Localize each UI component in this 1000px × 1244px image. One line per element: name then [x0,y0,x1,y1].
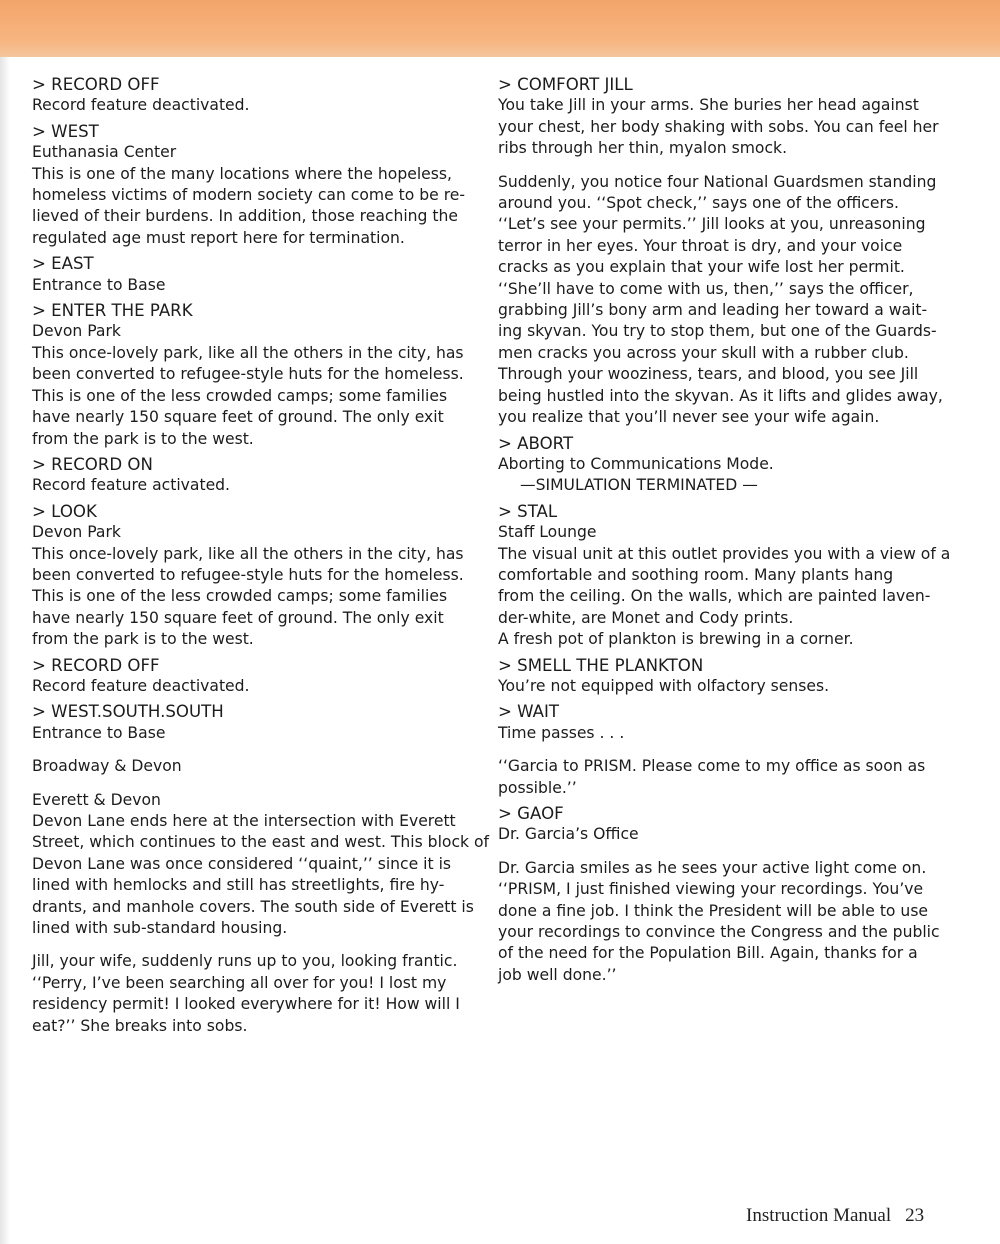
text-line: from the park is to the west. [32,630,254,649]
text-line: Devon Lane was once considered ‘‘quaint,’’ since it is [32,854,452,873]
text-line: This is one of the less crowded camps; some families [32,386,448,405]
command-line: > RECORD ON [32,454,153,474]
command-line: > ENTER THE PARK [32,301,193,321]
text-line: Dr. Garcia smiles as he sees your active light come on. [498,858,927,877]
text-line: Euthanasia Center [32,143,177,162]
text-line: grabbing Jill’s bony arm and leading her toward a wait- [498,301,928,320]
text-line: been converted to refugee-style huts for the homeless. [32,565,464,584]
text-line: This is one of the less crowded camps; some families [32,587,448,606]
text-block [498,655,948,698]
right-text-column [498,74,951,990]
command-line: > LOOK [32,501,97,521]
command-line: > ABORT [498,433,574,453]
text-block [32,74,477,117]
text-line: ing skyvan. You try to stop them, but one of the Guards- [498,322,937,341]
text-line: Time passes . . . [498,723,625,742]
text-block [32,655,477,698]
text-block [32,701,477,744]
text-line: The visual unit at this outlet provides you with a view of a [498,544,951,563]
page-binding-shadow [0,57,10,1244]
command-line: > STAL [498,501,558,521]
text-line: ‘‘Garcia to PRISM. Please come to my office as soon as [498,757,926,776]
text-line: Entrance to Base [32,275,166,294]
text-line: Jill, your wife, suddenly runs up to you, looking frantic. [32,952,458,971]
text-block [32,790,490,940]
text-line: residency permit! I looked everywhere for it! How will I [32,995,460,1014]
text-line: Devon Lane ends here at the intersection with Everett [32,812,456,830]
text-line: been converted to refugee-style huts for the homeless. [32,365,464,384]
text-line: Broadway & Devon [32,757,182,776]
text-line: around you. ‘‘Spot check,’’ says one of the officers. [498,194,899,213]
text-line: Dr. Garcia’s Office [498,825,639,844]
text-line: have nearly 150 square feet of ground. The only exit [32,408,444,427]
text-line: being hustled into the skyvan. As it lifts and glides away, [498,386,943,405]
text-line: homeless victims of modern society can come to be re- [32,186,466,205]
text-line: you realize that you’ll never see your wife again. [498,408,880,427]
text-line: comfortable and soothing room. Many plants hang [498,565,894,584]
text-line: lieved of their burdens. In addition, those reaching the [32,207,459,226]
text-line: from the ceiling. On the walls, which are painted laven- [498,587,931,606]
command-line: > GAOF [498,804,564,823]
text-line: drants, and manhole covers. The south side of Everett is [32,897,474,916]
text-line: eat?’’ She breaks into sobs. [32,1016,248,1035]
text-block [498,74,948,160]
page-number: 23 [905,1205,925,1226]
text-line: Everett & Devon [32,790,161,809]
command-line: > SMELL THE PLANKTON [498,655,704,675]
page-footer [746,1205,924,1227]
text-line: ‘‘PRISM, I just finished viewing your recordings. You’ve [498,880,924,899]
text-line: from the park is to the west. [32,429,254,448]
text-block [32,756,477,777]
command-line: > WEST [32,121,99,141]
command-line: > RECORD OFF [32,75,160,94]
text-line: have nearly 150 square feet of ground. The only exit [32,608,444,627]
text-block [498,501,951,651]
manual-title: Instruction Manual [746,1205,892,1226]
text-line: ‘‘Let’s see your permits.’’ Jill looks at you, unreasoning [498,215,926,234]
text-block [498,701,948,744]
text-line: lined with hemlocks and still has streetlights, fire hy- [32,876,445,895]
text-line: terror in her eyes. Your throat is dry, and your voice [498,236,903,255]
text-line: You take Jill in your arms. She buries her head against [498,96,919,115]
text-line: Suddenly, you notice four National Guardsmen standing [498,172,937,191]
text-block [32,253,477,296]
left-text-column [32,74,490,1041]
text-line: cracks as you explain that your wife lost her permit. [498,258,905,277]
command-line: > COMFORT JILL [498,75,633,94]
text-line: Entrance to Base [32,723,166,742]
text-line: regulated age must report here for termination. [32,228,405,247]
text-block [498,803,948,846]
text-line: Staff Lounge [498,523,597,542]
text-block [32,501,477,651]
text-line: der-white, are Monet and Cody prints. [498,608,794,627]
command-line: > WEST.SOUTH.SOUTH [32,702,224,722]
text-line: Record feature deactivated. [32,676,250,695]
text-line: Devon Park [32,523,121,542]
text-line: A fresh pot of plankton is brewing in a corner. [498,630,854,649]
simulation-terminated-line: —SIMULATION TERMINATED — [520,476,758,495]
text-line: Street, which continues to the east and west. This block of [32,833,490,852]
text-line: job well done.’’ [498,965,617,984]
text-block [498,172,948,429]
text-block [32,300,477,450]
command-line: > RECORD OFF [32,655,160,675]
text-line: Through your wooziness, tears, and blood, you see Jill [498,365,919,384]
command-line: > WAIT [498,702,560,722]
text-block [498,756,948,799]
text-line: ribs through her thin, myalon smock. [498,139,788,158]
text-line: You’re not equipped with olfactory senses. [498,676,830,695]
text-block [498,858,948,986]
text-line: your recordings to convince the Congress and the public [498,923,940,942]
text-line: done a fine job. I think the President will be able to use [498,901,929,920]
text-line: Devon Park [32,322,121,341]
top-color-band [0,0,1000,57]
text-line: possible.’’ [498,778,577,797]
text-line: men cracks you across your skull with a rubber club. [498,343,909,362]
text-line: your chest, her body shaking with sobs. You can feel her [498,117,939,136]
command-line: > EAST [32,254,94,274]
text-line: This is one of the many locations where the hopeless, [32,164,452,183]
text-line: This once-lovely park, like all the others in the city, has [32,343,464,362]
text-block [32,121,477,249]
text-block [32,454,477,497]
text-line: lined with sub-standard housing. [32,919,288,938]
text-block [498,433,948,497]
text-line: This once-lovely park, like all the others in the city, has [32,544,464,563]
text-block [32,951,477,1037]
text-line: ‘‘She’ll have to come with us, then,’’ says the officer, [498,279,914,298]
text-line: Record feature deactivated. [32,96,250,115]
text-line: of the need for the Population Bill. Again, thanks for a [498,944,918,963]
text-line: Aborting to Communications Mode. [498,454,774,473]
text-line: ‘‘Perry, I’ve been searching all over for you! I lost my [32,973,447,992]
text-line: Record feature activated. [32,476,231,495]
